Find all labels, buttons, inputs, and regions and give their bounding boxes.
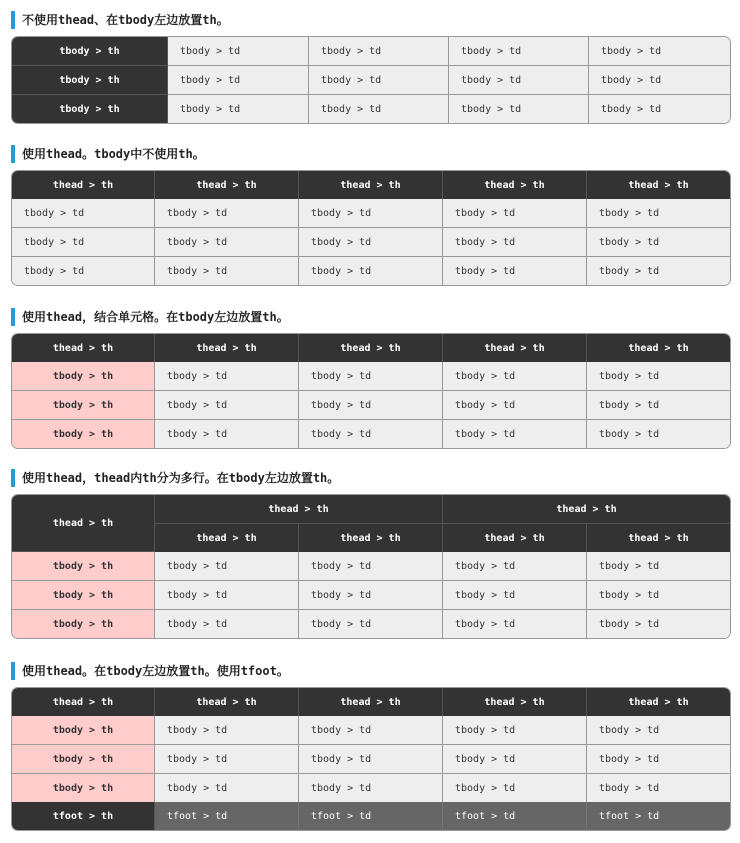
tbody-td: tbody > td — [299, 362, 443, 391]
tbody-td: tbody > td — [155, 199, 299, 228]
thead-th: thead > th — [587, 334, 730, 362]
thead-th: thead > th — [587, 171, 730, 199]
tbody-td: tbody > td — [299, 774, 443, 802]
tfoot-td: tfoot > td — [587, 802, 730, 830]
table-row — [12, 66, 730, 95]
tbody-td: tbody > td — [443, 420, 587, 448]
tbody-td: tbody > td — [587, 228, 730, 257]
table-row — [12, 581, 730, 610]
thead-th: thead > th — [299, 171, 443, 199]
tbody-th: tbody > th — [12, 610, 155, 638]
tbody-td: tbody > td — [155, 257, 299, 285]
section-4-heading: 使用thead，thead内th分为多行。在tbody左边放置th。 — [11, 469, 731, 487]
table-3 — [11, 333, 731, 449]
section-5-heading: 使用thead。在tbody左边放置th。使用tfoot。 — [11, 662, 731, 680]
tbody-td: tbody > td — [299, 199, 443, 228]
tbody-td: tbody > td — [443, 581, 587, 610]
table-5 — [11, 687, 731, 831]
table-row — [12, 95, 730, 123]
tfoot-td: tfoot > td — [155, 802, 299, 830]
tbody-td: tbody > td — [587, 391, 730, 420]
table-row — [12, 37, 730, 66]
table-row — [12, 257, 730, 285]
tbody-td: tbody > td — [587, 362, 730, 391]
tbody-td: tbody > td — [587, 581, 730, 610]
tbody-td: tbody > td — [12, 199, 155, 228]
tbody-td: tbody > td — [443, 257, 587, 285]
thead-th-group: thead > th — [155, 495, 443, 524]
tbody-td: tbody > td — [587, 774, 730, 802]
section-3-heading: 使用thead，结合单元格。在tbody左边放置th。 — [11, 308, 731, 326]
tbody-td: tbody > td — [168, 66, 309, 95]
tbody-td: tbody > td — [299, 610, 443, 638]
table-row — [12, 199, 730, 228]
tbody-td: tbody > td — [443, 774, 587, 802]
table-row — [12, 745, 730, 774]
tbody-td: tbody > td — [443, 610, 587, 638]
tbody-td: tbody > td — [299, 745, 443, 774]
tbody-td: tbody > td — [299, 581, 443, 610]
tbody-td: tbody > td — [155, 581, 299, 610]
tbody-th: tbody > th — [12, 362, 155, 391]
thead-th: thead > th — [587, 524, 730, 552]
thead-th: thead > th — [443, 171, 587, 199]
tbody-td: tbody > td — [449, 66, 589, 95]
tbody-th: tbody > th — [12, 95, 168, 123]
tbody-td: tbody > td — [155, 362, 299, 391]
tbody-td: tbody > td — [587, 716, 730, 745]
tbody-td: tbody > td — [299, 716, 443, 745]
table-row — [12, 391, 730, 420]
thead-th: thead > th — [299, 524, 443, 552]
section-3 — [11, 308, 731, 440]
section-4 — [11, 469, 731, 630]
tbody-td: tbody > td — [443, 745, 587, 774]
tbody-td: tbody > td — [299, 552, 443, 581]
section-1 — [11, 11, 731, 115]
tbody-td: tbody > td — [168, 95, 309, 123]
tbody-td: tbody > td — [443, 362, 587, 391]
tbody-th: tbody > th — [12, 37, 168, 66]
tbody-td: tbody > td — [299, 228, 443, 257]
table-row — [12, 610, 730, 638]
table-row — [12, 420, 730, 448]
thead-th: thead > th — [155, 334, 299, 362]
thead-th: thead > th — [12, 495, 155, 552]
tbody-td: tbody > td — [449, 37, 589, 66]
tbody-td: tbody > td — [443, 552, 587, 581]
tbody-td: tbody > td — [587, 199, 730, 228]
thead-th: thead > th — [443, 334, 587, 362]
tfoot-th: tfoot > th — [12, 802, 155, 830]
tbody-td: tbody > td — [587, 745, 730, 774]
tbody-td: tbody > td — [12, 257, 155, 285]
tbody-td: tbody > td — [155, 745, 299, 774]
tbody-td: tbody > td — [299, 257, 443, 285]
thead-th: thead > th — [587, 688, 730, 716]
thead-th: thead > th — [12, 688, 155, 716]
tfoot-td: tfoot > td — [443, 802, 587, 830]
tbody-td: tbody > td — [309, 37, 449, 66]
tbody-td: tbody > td — [449, 95, 589, 123]
section-2-heading: 使用thead。tbody中不使用th。 — [11, 145, 731, 163]
thead-th: thead > th — [12, 334, 155, 362]
thead-th: thead > th — [155, 688, 299, 716]
tbody-td: tbody > td — [443, 716, 587, 745]
section-1-heading: 不使用thead、在tbody左边放置th。 — [11, 11, 731, 29]
tbody-td: tbody > td — [168, 37, 309, 66]
tbody-td: tbody > td — [443, 199, 587, 228]
tbody-td: tbody > td — [155, 228, 299, 257]
thead-th: thead > th — [443, 688, 587, 716]
thead-th: thead > th — [299, 334, 443, 362]
tbody-td: tbody > td — [309, 95, 449, 123]
tbody-td: tbody > td — [299, 391, 443, 420]
header-row — [12, 334, 730, 362]
tbody-td: tbody > td — [155, 610, 299, 638]
tbody-td: tbody > td — [155, 716, 299, 745]
tbody-td: tbody > td — [587, 420, 730, 448]
thead-th: thead > th — [12, 171, 155, 199]
table-row — [12, 716, 730, 745]
tbody-th: tbody > th — [12, 774, 155, 802]
tbody-td: tbody > td — [155, 391, 299, 420]
tbody-th: tbody > th — [12, 745, 155, 774]
tbody-th: tbody > th — [12, 581, 155, 610]
tbody-td: tbody > td — [155, 420, 299, 448]
thead-th: thead > th — [299, 688, 443, 716]
tbody-td: tbody > td — [589, 37, 730, 66]
tbody-td: tbody > td — [589, 95, 730, 123]
tbody-td: tbody > td — [299, 420, 443, 448]
table-2 — [11, 170, 731, 286]
tbody-td: tbody > td — [155, 774, 299, 802]
tbody-td: tbody > td — [309, 66, 449, 95]
tbody-td: tbody > td — [589, 66, 730, 95]
table-row — [12, 774, 730, 802]
section-5 — [11, 662, 731, 822]
header-row — [12, 688, 730, 716]
tbody-td: tbody > td — [587, 610, 730, 638]
thead-th-group: thead > th — [443, 495, 730, 524]
section-2 — [11, 145, 731, 277]
tbody-th: tbody > th — [12, 391, 155, 420]
tbody-td: tbody > td — [443, 391, 587, 420]
tbody-th: tbody > th — [12, 716, 155, 745]
thead-th: thead > th — [443, 524, 587, 552]
tbody-td: tbody > td — [587, 257, 730, 285]
table-row — [12, 552, 730, 581]
tbody-td: tbody > td — [155, 552, 299, 581]
tbody-td: tbody > td — [587, 552, 730, 581]
tbody-th: tbody > th — [12, 66, 168, 95]
tbody-td: tbody > td — [443, 228, 587, 257]
thead-th: thead > th — [155, 524, 299, 552]
header-row — [12, 171, 730, 199]
footer-row — [12, 802, 730, 830]
table-1 — [11, 36, 731, 124]
tfoot-td: tfoot > td — [299, 802, 443, 830]
header-row — [12, 495, 730, 524]
tbody-td: tbody > td — [12, 228, 155, 257]
thead-th: thead > th — [155, 171, 299, 199]
table-4 — [11, 494, 731, 639]
tbody-th: tbody > th — [12, 552, 155, 581]
table-row — [12, 362, 730, 391]
table-row — [12, 228, 730, 257]
tbody-th: tbody > th — [12, 420, 155, 448]
